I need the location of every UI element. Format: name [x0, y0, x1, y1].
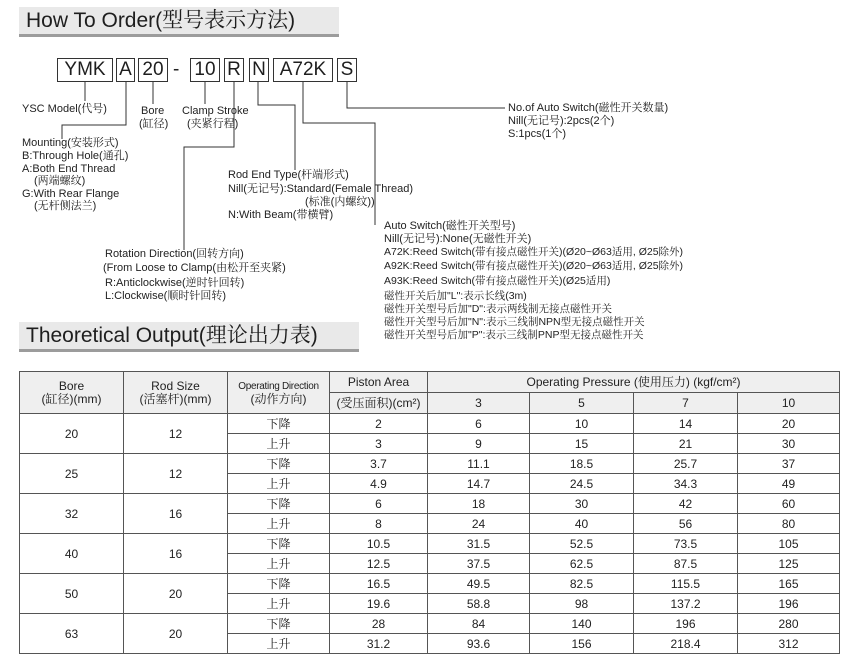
auto-switch-title: Auto Switch(磁性开关型号)	[384, 220, 516, 232]
output-7-cell: 34.3	[634, 474, 738, 494]
header-pressure-3: 3	[428, 393, 530, 414]
output-7-cell: 137.2	[634, 594, 738, 614]
rod-size-cell: 20	[124, 574, 228, 614]
table-row	[20, 614, 840, 634]
output-3-cell: 6	[428, 414, 530, 434]
bore-cell: 40	[20, 534, 124, 574]
code-box-rod-end: N	[249, 58, 269, 82]
output-3-cell: 18	[428, 494, 530, 514]
bore-cell: 50	[20, 574, 124, 614]
code-box-bore: 20	[138, 58, 168, 82]
output-10-cell: 60	[738, 494, 840, 514]
output-5-cell: 62.5	[530, 554, 634, 574]
mounting-opt-a: A:Both End Thread	[22, 163, 116, 175]
mounting-opt-b: B:Through Hole(通孔)	[22, 150, 129, 162]
auto-switch-opt-a92k: A92K:Reed Switch(带有接点磁性开关)(Ø20~Ø63适用, Ø25除外)	[384, 260, 684, 272]
header-rod-size: Rod Size (活塞杆)(mm)	[124, 372, 228, 414]
bore-cell: 25	[20, 454, 124, 494]
output-3-cell: 24	[428, 514, 530, 534]
output-5-cell: 15	[530, 434, 634, 454]
piston-area-cell: 2	[330, 414, 428, 434]
output-10-cell: 196	[738, 594, 840, 614]
direction-cell: 下降	[228, 614, 330, 634]
table-row	[20, 454, 840, 474]
theoretical-output-table	[19, 371, 840, 654]
output-3-cell: 31.5	[428, 534, 530, 554]
piston-area-cell: 10.5	[330, 534, 428, 554]
output-7-cell: 14	[634, 414, 738, 434]
code-box-rotation: R	[224, 58, 244, 82]
direction-cell: 下降	[228, 574, 330, 594]
rod-size-cell: 20	[124, 614, 228, 654]
code-box-mounting: A	[116, 58, 135, 82]
output-10-cell: 20	[738, 414, 840, 434]
auto-switch-note-d: 磁性开关型号后加"D":表示两线制无接点磁性开关	[384, 303, 612, 315]
switch-qty-opt-s: S:1pcs(1个)	[508, 128, 567, 140]
table-row	[20, 574, 840, 594]
direction-cell: 上升	[228, 514, 330, 534]
output-7-cell: 21	[634, 434, 738, 454]
piston-area-cell: 31.2	[330, 634, 428, 654]
output-10-cell: 125	[738, 554, 840, 574]
output-5-cell: 82.5	[530, 574, 634, 594]
output-3-cell: 14.7	[428, 474, 530, 494]
header-piston-area-unit: (受压面积)(cm²)	[330, 393, 428, 414]
switch-qty-opt-nill: Nill(无记号):2pcs(2个)	[508, 115, 615, 127]
rod-size-cell: 16	[124, 534, 228, 574]
clamp-stroke-label: Clamp Stroke	[182, 105, 249, 117]
output-5-cell: 98	[530, 594, 634, 614]
output-5-cell: 40	[530, 514, 634, 534]
rotation-note: (From Loose to Clamp(由松开至夹紧)	[103, 262, 286, 274]
output-10-cell: 165	[738, 574, 840, 594]
output-3-cell: 49.5	[428, 574, 530, 594]
piston-area-cell: 19.6	[330, 594, 428, 614]
auto-switch-opt-a72k: A72K:Reed Switch(带有接点磁性开关)(Ø20~Ø63适用, Ø25除外)	[384, 246, 684, 258]
rotation-title: Rotation Direction(回转方向)	[105, 248, 244, 260]
auto-switch-opt-nill: Nill(无记号):None(无磁性开关)	[384, 233, 532, 245]
direction-cell: 下降	[228, 534, 330, 554]
mounting-opt-a-cn: (两端螺纹)	[34, 175, 86, 187]
direction-cell: 下降	[228, 494, 330, 514]
piston-area-cell: 3.7	[330, 454, 428, 474]
leader-switch-qty	[347, 82, 505, 108]
code-box-series: YMK	[57, 58, 113, 82]
header-bore: Bore (缸径)(mm)	[20, 372, 124, 414]
output-3-cell: 58.8	[428, 594, 530, 614]
output-7-cell: 218.4	[634, 634, 738, 654]
output-5-cell: 18.5	[530, 454, 634, 474]
piston-area-cell: 8	[330, 514, 428, 534]
output-5-cell: 30	[530, 494, 634, 514]
direction-cell: 上升	[228, 594, 330, 614]
header-pressure-5: 5	[530, 393, 634, 414]
code-box-stroke: 10	[190, 58, 220, 82]
rod-end-opt-nill: Nill(无记号):Standard(Female Thread)	[228, 183, 414, 195]
rod-size-cell: 12	[124, 414, 228, 454]
output-10-cell: 80	[738, 514, 840, 534]
table-row	[20, 414, 840, 434]
piston-area-cell: 3	[330, 434, 428, 454]
header-direction: Operating Direction (动作方向)	[228, 372, 330, 414]
output-7-cell: 87.5	[634, 554, 738, 574]
output-7-cell: 25.7	[634, 454, 738, 474]
rod-end-opt-n: N:With Beam(带横臂)	[228, 209, 334, 221]
rod-size-cell: 12	[124, 454, 228, 494]
leader-rod-end	[258, 82, 295, 170]
output-3-cell: 84	[428, 614, 530, 634]
output-10-cell: 312	[738, 634, 840, 654]
direction-cell: 上升	[228, 434, 330, 454]
output-5-cell: 140	[530, 614, 634, 634]
output-7-cell: 42	[634, 494, 738, 514]
output-3-cell: 93.6	[428, 634, 530, 654]
header-pressure: Operating Pressure (使用压力) (kgf/cm²)	[428, 372, 840, 393]
code-box-auto-switch: A72K	[273, 58, 333, 82]
output-3-cell: 37.5	[428, 554, 530, 574]
ysc-model-label: YSC Model(代号)	[22, 103, 107, 115]
output-3-cell: 9	[428, 434, 530, 454]
output-3-cell: 11.1	[428, 454, 530, 474]
table-row	[20, 494, 840, 514]
rod-size-cell: 16	[124, 494, 228, 534]
header-pressure-10: 10	[738, 393, 840, 414]
output-10-cell: 37	[738, 454, 840, 474]
direction-cell: 下降	[228, 414, 330, 434]
output-7-cell: 115.5	[634, 574, 738, 594]
output-10-cell: 105	[738, 534, 840, 554]
mounting-opt-g: G:With Rear Flange	[22, 188, 120, 200]
code-box-switch-qty: S	[337, 58, 357, 82]
code-dash: -	[173, 59, 180, 80]
mounting-title: Mounting(安装形式)	[22, 137, 119, 149]
output-7-cell: 196	[634, 614, 738, 634]
switch-qty-title: No.of Auto Switch(磁性开关数量)	[508, 102, 669, 114]
bore-cell: 63	[20, 614, 124, 654]
theoretical-output-header: Theoretical Output(理论出力表)	[19, 322, 359, 352]
bore-label-cn: (缸径)	[139, 118, 169, 130]
piston-area-cell: 6	[330, 494, 428, 514]
direction-cell: 上升	[228, 634, 330, 654]
rotation-opt-l: L:Clockwise(顺时针回转)	[105, 290, 227, 302]
piston-area-cell: 12.5	[330, 554, 428, 574]
clamp-stroke-label-cn: (夹紧行程)	[187, 118, 239, 130]
rod-end-title: Rod End Type(杆端形式)	[228, 169, 349, 181]
auto-switch-note-l: 磁性开关后加"L":表示长线(3m)	[384, 290, 527, 302]
output-7-cell: 56	[634, 514, 738, 534]
table-row	[20, 534, 840, 554]
bore-cell: 20	[20, 414, 124, 454]
mounting-opt-g-cn: (无杆侧法兰)	[34, 200, 97, 212]
header-pressure-7: 7	[634, 393, 738, 414]
piston-area-cell: 28	[330, 614, 428, 634]
output-5-cell: 156	[530, 634, 634, 654]
auto-switch-opt-a93k: A93K:Reed Switch(带有接点磁性开关)(Ø25适用)	[384, 275, 611, 287]
how-to-order-header: How To Order(型号表示方法)	[19, 7, 339, 37]
piston-area-cell: 16.5	[330, 574, 428, 594]
output-5-cell: 52.5	[530, 534, 634, 554]
output-7-cell: 73.5	[634, 534, 738, 554]
direction-cell: 上升	[228, 474, 330, 494]
output-5-cell: 24.5	[530, 474, 634, 494]
bore-label: Bore	[141, 105, 165, 117]
rod-end-opt-nill-cn: (标准(内螺纹))	[305, 196, 375, 208]
header-piston-area: Piston Area	[330, 372, 428, 393]
direction-cell: 下降	[228, 454, 330, 474]
bore-cell: 32	[20, 494, 124, 534]
output-10-cell: 30	[738, 434, 840, 454]
output-10-cell: 280	[738, 614, 840, 634]
auto-switch-note-n: 磁性开关型号后加"N":表示三线制NPN型无接点磁性开关	[384, 316, 645, 328]
output-10-cell: 49	[738, 474, 840, 494]
output-5-cell: 10	[530, 414, 634, 434]
rotation-opt-r: R:Anticlockwise(逆时针回转)	[105, 277, 245, 289]
direction-cell: 上升	[228, 554, 330, 574]
piston-area-cell: 4.9	[330, 474, 428, 494]
auto-switch-note-p: 磁性开关型号后加"P":表示三线制PNP型无接点磁性开关	[384, 329, 644, 341]
